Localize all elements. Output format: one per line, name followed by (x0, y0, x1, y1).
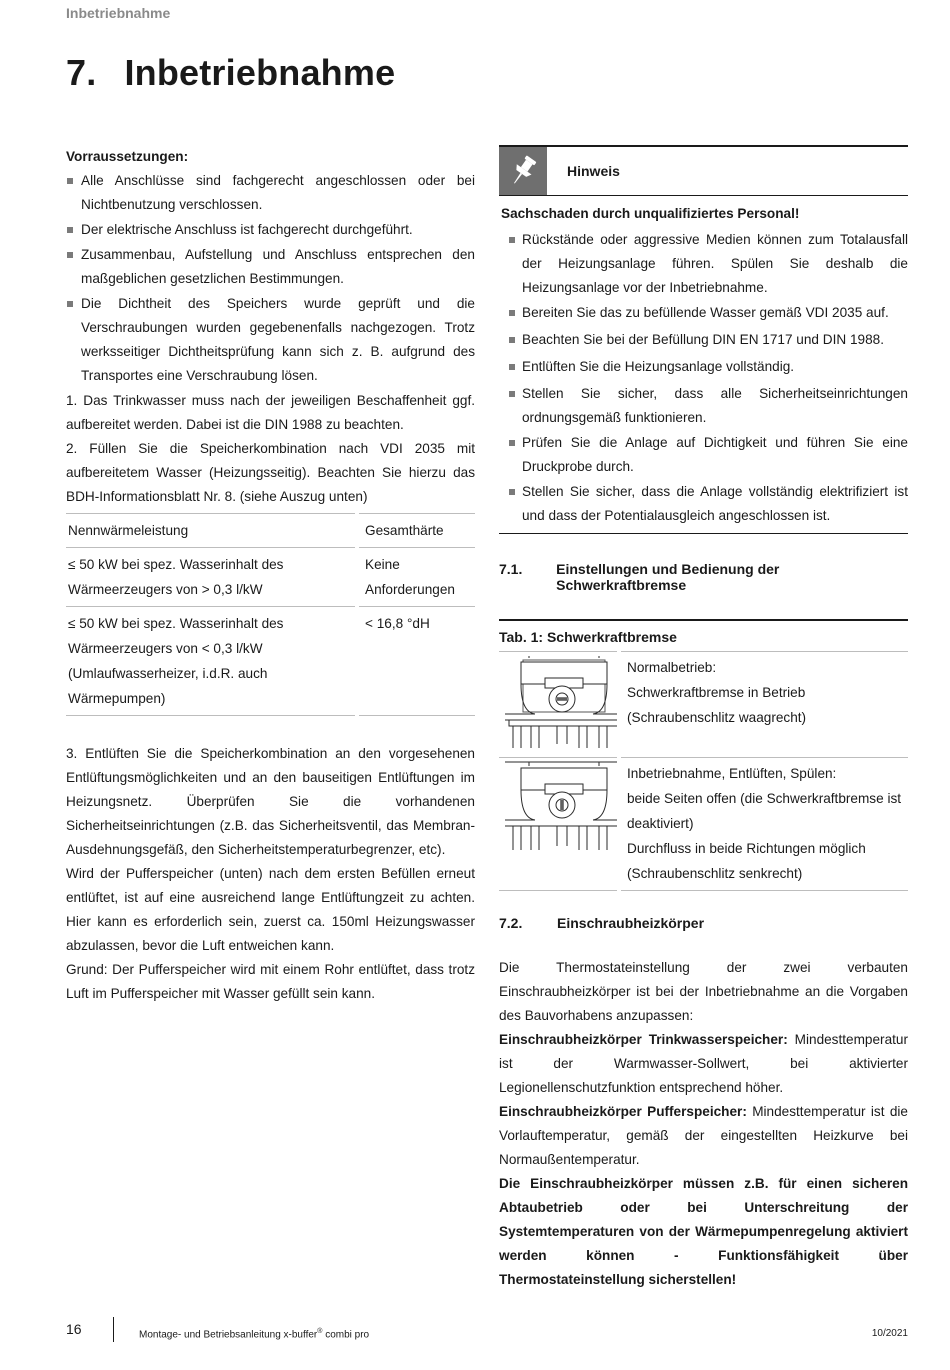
notice-body (499, 196, 908, 534)
list-item: Der elektrische Anschluss ist fachgerecht durchgeführt. (66, 218, 475, 242)
footer-divider (113, 1317, 114, 1342)
table-caption: Tab. 1: Schwerkraftbremse (499, 619, 908, 651)
row-line: beide Seiten offen (die Schwerkraftbremse ist deaktiviert) (627, 791, 902, 831)
valve-vertical-illustration (499, 758, 619, 891)
notice-title: Sachschaden durch unqualifiziertes Personal! (501, 206, 800, 221)
document-title: Montage- und Betriebsanleitung x-buffer® combi pro (139, 1328, 370, 1341)
row-line: Inbetriebnahme, Entlüften, Spülen: (627, 766, 837, 781)
heater-label: Einschraubheizkörper Pufferspeicher: (499, 1104, 747, 1119)
section-7-2-heading (499, 915, 908, 931)
left-column (66, 145, 475, 1006)
table-header-cell: Nennwärmeleistung (66, 514, 357, 548)
table-header-cell: Gesamthärte (357, 514, 475, 548)
document-date: 10/2021 (871, 1328, 908, 1339)
table-cell: ≤ 50 kW bei spez. Wasserinhalt des Wärmeerzeugers von > 0,3 l/kW (66, 548, 357, 607)
row-line: (Schraubenschlitz senkrecht) (627, 866, 803, 881)
valve-horizontal-illustration (499, 652, 619, 758)
notice-list (501, 228, 908, 528)
chapter-title (66, 52, 395, 94)
list-item: Stellen Sie sicher, dass alle Sicherheitseinrichtungen ordnungsgemäß funktionieren. (501, 382, 908, 430)
table-cell (619, 652, 908, 758)
section-title: Einschraubheizkörper (557, 915, 705, 931)
page-number: 16 (66, 1321, 82, 1337)
hardness-table (66, 513, 475, 716)
puffer-paragraph: Wird der Pufferspeicher (unten) nach dem ersten Befüllen erneut entlüftet, ist auf eine ausreichend lange Entlüftungzeit zu achten. Hier kann es erforderlich sein, zuerst ca. 150ml Heizungswasser abzulassen, bevor die Luft entweichen kann. (66, 866, 475, 953)
pin-icon (499, 147, 547, 195)
chapter-number: 7. (66, 52, 97, 93)
table-cell: < 16,8 °dH (357, 607, 475, 716)
step-1: 1. Das Trinkwasser muss nach der jeweiligen Beschaffenheit ggf. aufbereitet werden. Dabei ist die DIN 1988 zu beachten. (66, 393, 475, 432)
prereq-list (66, 169, 475, 388)
list-item: Entlüften Sie die Heizungsanlage vollständig. (501, 355, 908, 379)
running-head: Inbetriebnahme (66, 5, 171, 21)
row-line: (Schraubenschlitz waagrecht) (627, 710, 807, 725)
list-item: Die Dichtheit des Speichers wurde geprüft und die Verschraubungen wurden gegebenenfalls nachgezogen. Trotz werksseitiger Dichtheitsprüfung kann sich z. B. aufgrund des Transportes eine Verschraubung lösen. (66, 292, 475, 388)
heater-warning: Die Einschraubheizkörper müssen z.B. für einen sicheren Abtaubetrieb oder bei Unterschreitung der Systemtemperaturen von der Wärmepumpenregelung aktiviert werden können - Funktionsfähigkeit über Thermostateinstellung sicherstellen! (499, 1176, 908, 1287)
right-column (499, 145, 908, 1292)
step-3: 3. Entlüften Sie die Speicherkombination an den vorgesehenen Entlüftungsmöglichkeiten und an den bauseitigen Entlüftungen im Heizungsnetz. Überprüfen Sie die vorhandenen Sicherheitseinrichtungen (z.B. das Sicherheitsventil, das Membran-Ausdehnungsgefäß, den Sicherheitstemperaturbegrenzer, etc). (66, 746, 475, 857)
table-header-row (66, 514, 475, 548)
row-line: Durchfluss in beide Richtungen möglich (627, 841, 866, 856)
list-item: Beachten Sie bei der Befüllung DIN EN 1717 und DIN 1988. (501, 328, 908, 352)
section-title: Einstellungen und Bedienung der Schwerkraftbremse (556, 561, 780, 593)
heater-text: Mindesttemperatur ist die Vorlauftemperatur, gemäß der eingestellten Heizkurve bei Normaußentemperatur. (499, 1104, 908, 1167)
list-item: Bereiten Sie das zu befüllende Wasser gemäß VDI 2035 auf. (501, 301, 908, 325)
table-row (66, 548, 475, 607)
section-number: 7.2. (499, 915, 523, 931)
heater-intro: Die Thermostateinstellung der zwei verbauten Einschraubheizkörper ist bei der Inbetriebnahme an die Vorgaben des Bauvorhabens anzupassen: (499, 960, 908, 1023)
list-item: Prüfen Sie die Anlage auf Dichtigkeit und führen Sie eine Druckprobe durch. (501, 431, 908, 479)
table-cell: ≤ 50 kW bei spez. Wasserinhalt des Wärmeerzeugers von < 0,3 l/kW (Umlaufwasserheizer, i.d.R. auch Wärmepumpen) (66, 607, 357, 716)
table-row (499, 652, 908, 758)
section-number: 7.1. (499, 561, 523, 577)
notice-header (499, 145, 908, 196)
row-line: Schwerkraftbremse in Betrieb (627, 685, 806, 700)
gravity-brake-table (499, 651, 908, 891)
list-item: Rückstände oder aggressive Medien können zum Totalausfall der Heizungsanlage führen. Spülen Sie deshalb die Heizungsanlage vor der Inbetriebnahme. (501, 228, 908, 300)
chapter-name: Inbetriebnahme (124, 52, 396, 93)
heater-text: Mindesttemperatur ist der Warmwasser-Sollwert, bei aktivierter Legionellenschutzfunktion entsprechend höher. (499, 1032, 908, 1095)
step-2: 2. Füllen Sie die Speicherkombination nach VDI 2035 mit aufbereitetem Wasser (Heizungsseitig). Beachten Sie hierzu das BDH-Informationsblatt Nr. 8. (siehe Auszug unten) (66, 441, 475, 504)
list-item: Alle Anschlüsse sind fachgerecht angeschlossen oder bei Nichtbenutzung verschlossen. (66, 169, 475, 217)
table-cell: Keine Anforderungen (357, 548, 475, 607)
prereq-title: Vorraussetzungen: (66, 149, 189, 164)
row-line: Normalbetrieb: (627, 660, 717, 675)
table-row (499, 758, 908, 891)
table-cell (619, 758, 908, 891)
reason-paragraph: Grund: Der Pufferspeicher wird mit einem Rohr entlüftet, dass trotz Luft im Pufferspeicher mit Wasser gefüllt sein kann. (66, 962, 475, 1001)
table-row (66, 607, 475, 716)
section-7-1-heading (499, 561, 908, 593)
heater-drinking-water (499, 1028, 908, 1100)
list-item: Zusammenbau, Aufstellung und Anschluss entsprechen den maßgeblichen gesetzlichen Bestimmungen. (66, 243, 475, 291)
list-item: Stellen Sie sicher, dass die Anlage vollständig elektrifiziert ist und dass der Potentialausgleich angeschlossen ist. (501, 480, 908, 528)
notice-label: Hinweis (567, 163, 620, 179)
heater-label: Einschraubheizkörper Trinkwasserspeicher: (499, 1032, 788, 1047)
heater-buffer (499, 1100, 908, 1172)
